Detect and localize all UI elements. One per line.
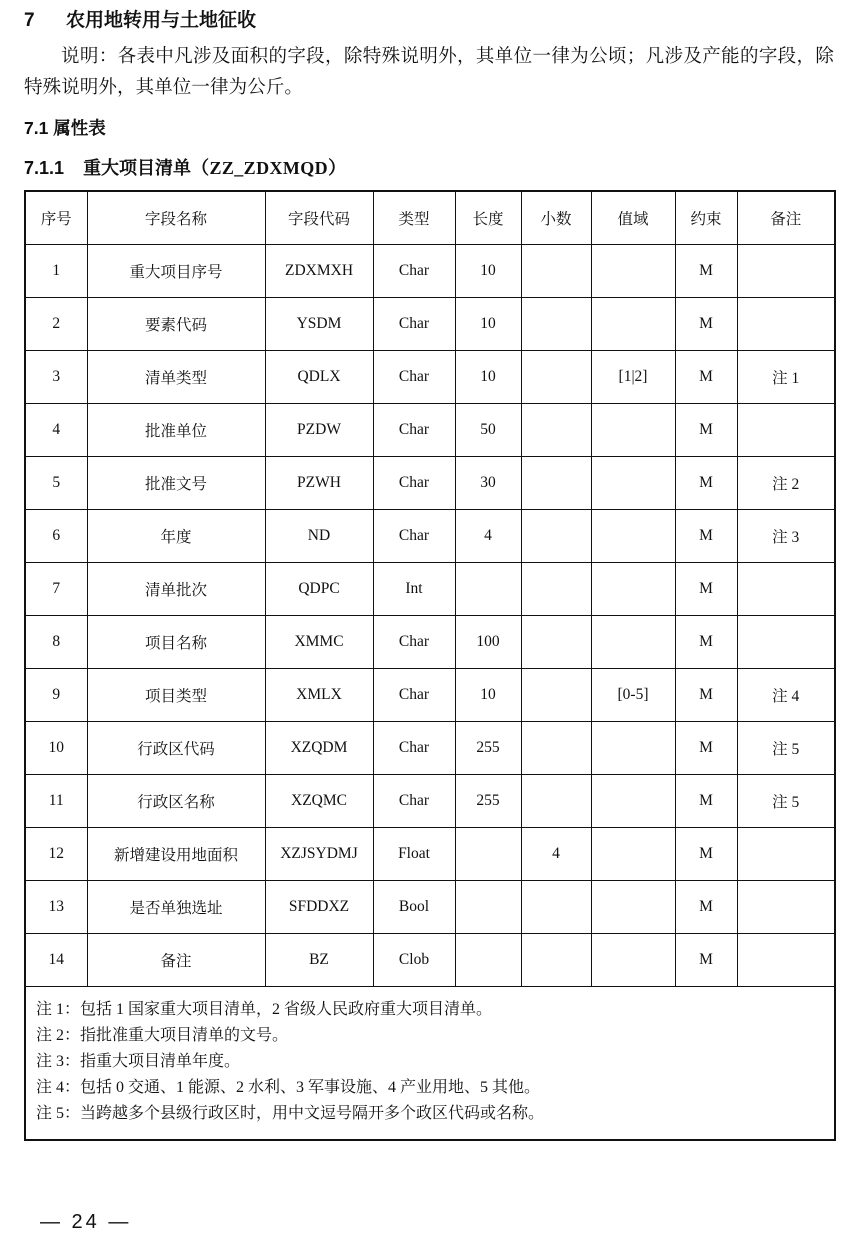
table-row (25, 563, 835, 616)
cell-field-name: 项目名称 (87, 616, 265, 669)
section-heading-attribute-table (24, 114, 834, 142)
column-header-type: 类型 (373, 191, 455, 245)
cell-field-name: 行政区名称 (87, 775, 265, 828)
cell-decimal (521, 457, 591, 510)
cell-field-code: ND (265, 510, 373, 563)
cell-seq: 4 (25, 404, 87, 457)
cell-domain (591, 616, 675, 669)
cell-field-code: XZQDM (265, 722, 373, 775)
column-header-field-name: 字段名称 (87, 191, 265, 245)
cell-length: 4 (455, 510, 521, 563)
page-footer: — 24 — (40, 1211, 132, 1233)
cell-constraint: M (675, 828, 737, 881)
chapter-title: 农用地转用与土地征收 (66, 10, 257, 31)
table-note-line: 注 1：包括 1 国家重大项目清单，2 省级人民政府重大项目清单。 (36, 1001, 493, 1018)
cell-constraint: M (675, 404, 737, 457)
attribute-table (24, 190, 836, 1141)
cell-field-name: 要素代码 (87, 298, 265, 351)
table-row (25, 510, 835, 563)
cell-remark (737, 298, 835, 351)
table-row (25, 934, 835, 987)
cell-field-name: 年度 (87, 510, 265, 563)
cell-domain (591, 563, 675, 616)
cell-type: Char (373, 669, 455, 722)
cell-remark: 注 5 (737, 775, 835, 828)
column-header-seq: 序号 (25, 191, 87, 245)
cell-type: Char (373, 510, 455, 563)
cell-decimal: 4 (521, 828, 591, 881)
cell-length (455, 881, 521, 934)
cell-length: 255 (455, 775, 521, 828)
cell-constraint: M (675, 351, 737, 404)
cell-constraint: M (675, 934, 737, 987)
cell-length (455, 934, 521, 987)
cell-seq: 13 (25, 881, 87, 934)
column-header-length: 长度 (455, 191, 521, 245)
document-page (0, 6, 858, 1256)
cell-domain (591, 298, 675, 351)
cell-constraint: M (675, 245, 737, 298)
cell-constraint: M (675, 563, 737, 616)
subsection-title: 重大项目清单 (83, 158, 192, 178)
table-row (25, 775, 835, 828)
subsection-heading-major-project-list (24, 154, 834, 182)
table-row (25, 298, 835, 351)
cell-seq: 10 (25, 722, 87, 775)
cell-remark (737, 616, 835, 669)
cell-type: Int (373, 563, 455, 616)
cell-length: 255 (455, 722, 521, 775)
cell-remark (737, 563, 835, 616)
table-row (25, 616, 835, 669)
cell-field-name: 清单类型 (87, 351, 265, 404)
cell-decimal (521, 775, 591, 828)
cell-remark: 注 4 (737, 669, 835, 722)
cell-field-code: PZWH (265, 457, 373, 510)
column-header-domain: 值域 (591, 191, 675, 245)
cell-length: 50 (455, 404, 521, 457)
cell-domain (591, 404, 675, 457)
cell-constraint: M (675, 881, 737, 934)
cell-remark (737, 881, 835, 934)
cell-field-name: 是否单独选址 (87, 881, 265, 934)
cell-type: Char (373, 245, 455, 298)
cell-field-code: XZJSYDMJ (265, 828, 373, 881)
cell-decimal (521, 563, 591, 616)
cell-type: Char (373, 722, 455, 775)
table-row (25, 881, 835, 934)
cell-type: Clob (373, 934, 455, 987)
cell-field-name: 新增建设用地面积 (87, 828, 265, 881)
cell-length: 10 (455, 351, 521, 404)
cell-remark: 注 1 (737, 351, 835, 404)
cell-constraint: M (675, 722, 737, 775)
cell-decimal (521, 298, 591, 351)
table-row (25, 245, 835, 298)
cell-decimal (521, 881, 591, 934)
cell-field-code: XMLX (265, 669, 373, 722)
cell-domain (591, 457, 675, 510)
cell-decimal (521, 245, 591, 298)
table-notes (25, 987, 835, 1141)
cell-type: Char (373, 457, 455, 510)
cell-seq: 7 (25, 563, 87, 616)
cell-length (455, 563, 521, 616)
chapter-number: 7 (24, 10, 35, 31)
section-title: 属性表 (53, 118, 106, 138)
cell-domain (591, 934, 675, 987)
table-row (25, 669, 835, 722)
cell-constraint: M (675, 669, 737, 722)
table-row (25, 722, 835, 775)
cell-domain (591, 245, 675, 298)
cell-length: 10 (455, 669, 521, 722)
cell-field-name: 备注 (87, 934, 265, 987)
cell-length: 10 (455, 245, 521, 298)
cell-remark (737, 934, 835, 987)
table-note-line: 注 3：指重大项目清单年度。 (36, 1053, 241, 1070)
cell-type: Float (373, 828, 455, 881)
cell-decimal (521, 934, 591, 987)
cell-domain (591, 775, 675, 828)
cell-field-code: QDPC (265, 563, 373, 616)
cell-seq: 11 (25, 775, 87, 828)
table-row (25, 351, 835, 404)
cell-seq: 8 (25, 616, 87, 669)
cell-remark: 注 3 (737, 510, 835, 563)
cell-seq: 3 (25, 351, 87, 404)
cell-field-name: 行政区代码 (87, 722, 265, 775)
section-number: 7.1 (24, 118, 49, 138)
table-note-line: 注 5：当跨越多个县级行政区时，用中文逗号隔开多个政区代码或名称。 (36, 1105, 545, 1122)
column-header-field-code: 字段代码 (265, 191, 373, 245)
table-row (25, 404, 835, 457)
cell-type: Char (373, 351, 455, 404)
cell-field-name: 清单批次 (87, 563, 265, 616)
cell-seq: 1 (25, 245, 87, 298)
cell-seq: 5 (25, 457, 87, 510)
cell-type: Char (373, 616, 455, 669)
cell-remark (737, 404, 835, 457)
cell-length: 30 (455, 457, 521, 510)
cell-field-name: 项目类型 (87, 669, 265, 722)
cell-decimal (521, 510, 591, 563)
cell-domain (591, 828, 675, 881)
cell-field-code: YSDM (265, 298, 373, 351)
cell-field-code: XMMC (265, 616, 373, 669)
cell-length: 100 (455, 616, 521, 669)
table-note-line: 注 4：包括 0 交通、1 能源、2 水利、3 军事设施、4 产业用地、5 其他。 (36, 1079, 541, 1096)
cell-remark: 注 2 (737, 457, 835, 510)
table-row (25, 828, 835, 881)
cell-decimal (521, 669, 591, 722)
cell-decimal (521, 722, 591, 775)
column-header-decimal: 小数 (521, 191, 591, 245)
table-note-line: 注 2：指批准重大项目清单的文号。 (36, 1027, 289, 1044)
cell-domain (591, 881, 675, 934)
cell-type: Bool (373, 881, 455, 934)
table-row (25, 457, 835, 510)
cell-remark: 注 5 (737, 722, 835, 775)
cell-seq: 2 (25, 298, 87, 351)
table-header-row (25, 191, 835, 245)
cell-remark (737, 245, 835, 298)
table-body (25, 245, 835, 987)
subsection-number: 7.1.1 (24, 158, 65, 178)
cell-constraint: M (675, 510, 737, 563)
subsection-table-code: （ZZ_ZDXMQD） (191, 158, 347, 178)
cell-field-code: SFDDXZ (265, 881, 373, 934)
cell-seq: 9 (25, 669, 87, 722)
column-header-constraint: 约束 (675, 191, 737, 245)
cell-field-name: 重大项目序号 (87, 245, 265, 298)
cell-length (455, 828, 521, 881)
cell-constraint: M (675, 457, 737, 510)
cell-domain (591, 510, 675, 563)
chapter-heading (24, 6, 834, 36)
cell-field-name: 批准单位 (87, 404, 265, 457)
cell-length: 10 (455, 298, 521, 351)
cell-constraint: M (675, 775, 737, 828)
cell-constraint: M (675, 298, 737, 351)
explanatory-paragraph: 说明：各表中凡涉及面积的字段，除特殊说明外，其单位一律为公顷；凡涉及产能的字段，除特殊说明外，其单位一律为公斤。 (24, 47, 834, 98)
cell-type: Char (373, 775, 455, 828)
cell-field-code: XZQMC (265, 775, 373, 828)
cell-seq: 12 (25, 828, 87, 881)
cell-remark (737, 828, 835, 881)
cell-field-code: QDLX (265, 351, 373, 404)
cell-field-name: 批准文号 (87, 457, 265, 510)
cell-seq: 14 (25, 934, 87, 987)
cell-domain (591, 722, 675, 775)
cell-field-code: BZ (265, 934, 373, 987)
cell-decimal (521, 616, 591, 669)
cell-seq: 6 (25, 510, 87, 563)
cell-constraint: M (675, 616, 737, 669)
cell-field-code: PZDW (265, 404, 373, 457)
cell-type: Char (373, 298, 455, 351)
cell-domain: [0-5] (591, 669, 675, 722)
table-notes-row (25, 987, 835, 1141)
cell-decimal (521, 404, 591, 457)
cell-domain: [1|2] (591, 351, 675, 404)
cell-field-code: ZDXMXH (265, 245, 373, 298)
column-header-remark: 备注 (737, 191, 835, 245)
cell-type: Char (373, 404, 455, 457)
cell-decimal (521, 351, 591, 404)
